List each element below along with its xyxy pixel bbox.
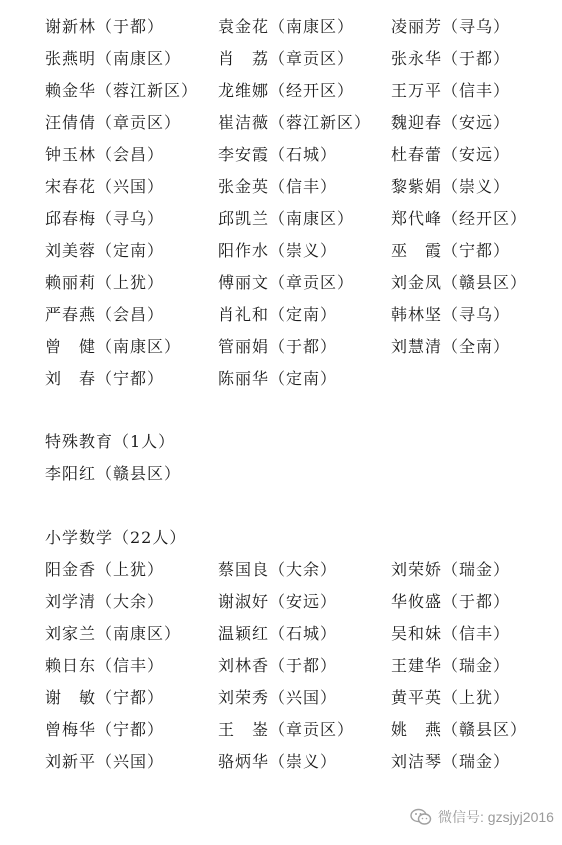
list-row [0,558,562,582]
list-row [0,686,562,710]
name-entry: 崔洁薇（蓉江新区） [218,113,372,132]
name-entry: 邱春梅（寻乌） [45,209,165,228]
name-entry: 谢新林（于都） [45,17,165,36]
name-entry: 王 崟（章贡区） [218,720,355,739]
name-entry: 刘慧清（全南） [391,337,511,356]
name-entry: 王万平（信丰） [391,81,511,100]
name-entry: 姚 燕（赣县区） [391,720,528,739]
name-entry: 蔡国良（大余） [218,560,338,579]
list-row [0,79,562,103]
name-entry: 李阳红（赣县区） [45,464,182,483]
name-entry: 刘家兰（南康区） [45,624,182,643]
name-entry: 温颖红（石城） [218,624,338,643]
name-entry: 阳作水（崇义） [218,241,338,260]
name-entry: 傅丽文（章贡区） [218,273,355,292]
list-row [0,207,562,231]
name-entry: 阳金香（上犹） [45,560,165,579]
list-row [0,335,562,359]
name-entry: 刘林香（于都） [218,656,338,675]
list-row [0,750,562,774]
list-row [0,47,562,71]
name-entry: 郑代峰（经开区） [391,209,528,228]
name-entry: 袁金花（南康区） [218,17,355,36]
list-row [0,175,562,199]
wechat-icon [410,808,432,826]
name-entry: 赖日东（信丰） [45,656,165,675]
list-row [0,622,562,646]
name-entry: 黎紫娟（崇义） [391,177,511,196]
name-entry: 魏迎春（安远） [391,113,511,132]
name-entry: 曾 健（南康区） [45,337,182,356]
watermark-text: 微信号: gzsjyj2016 [438,809,554,825]
name-entry: 管丽娟（于都） [218,337,338,356]
section-heading-special-education: 特殊教育（1人） [45,432,176,451]
list-row [0,718,562,742]
name-entry: 李安霞（石城） [218,145,338,164]
section-heading-primary-math: 小学数学（22人） [45,528,187,547]
name-entry: 华攸盛（于都） [391,592,511,611]
name-entry: 张金英（信丰） [218,177,338,196]
name-entry: 刘金凤（赣县区） [391,273,528,292]
name-entry: 邱凯兰（南康区） [218,209,355,228]
name-entry: 骆炳华（崇义） [218,752,338,771]
name-entry: 肖 荔（章贡区） [218,49,355,68]
list-row [0,239,562,263]
list-row [0,590,562,614]
name-entry: 刘学清（大余） [45,592,165,611]
list-row [0,367,562,391]
name-entry: 肖礼和（定南） [218,305,338,324]
name-entry: 赖丽莉（上犹） [45,273,165,292]
name-entry: 黄平英（上犹） [391,688,511,707]
name-entry: 曾梅华（宁都） [45,720,165,739]
list-row [0,462,562,486]
wechat-watermark [410,805,554,829]
name-entry: 谢 敏（宁都） [45,688,165,707]
name-entry: 杜春蕾（安远） [391,145,511,164]
name-entry: 陈丽华（定南） [218,369,338,388]
name-entry: 吴和妹（信丰） [391,624,511,643]
name-entry: 刘 春（宁都） [45,369,165,388]
name-entry: 刘洁琴（瑞金） [391,752,511,771]
name-entry: 刘美蓉（定南） [45,241,165,260]
name-entry: 刘新平（兴国） [45,752,165,771]
list-row [0,303,562,327]
name-entry: 刘荣娇（瑞金） [391,560,511,579]
name-entry: 钟玉林（会昌） [45,145,165,164]
name-entry: 凌丽芳（寻乌） [391,17,511,36]
list-row [0,654,562,678]
name-entry: 宋春花（兴国） [45,177,165,196]
name-entry: 龙维娜（经开区） [218,81,355,100]
name-entry: 张燕明（南康区） [45,49,182,68]
list-row [0,271,562,295]
name-entry: 刘荣秀（兴国） [218,688,338,707]
list-row [0,111,562,135]
name-entry: 谢淑好（安远） [218,592,338,611]
list-row [0,15,562,39]
name-entry: 韩林坚（寻乌） [391,305,511,324]
name-entry: 汪倩倩（章贡区） [45,113,182,132]
name-entry: 巫 霞（宁都） [391,241,511,260]
name-entry: 严春燕（会昌） [45,305,165,324]
name-entry: 王建华（瑞金） [391,656,511,675]
name-entry: 赖金华（蓉江新区） [45,81,199,100]
name-entry: 张永华（于都） [391,49,511,68]
list-row [0,143,562,167]
